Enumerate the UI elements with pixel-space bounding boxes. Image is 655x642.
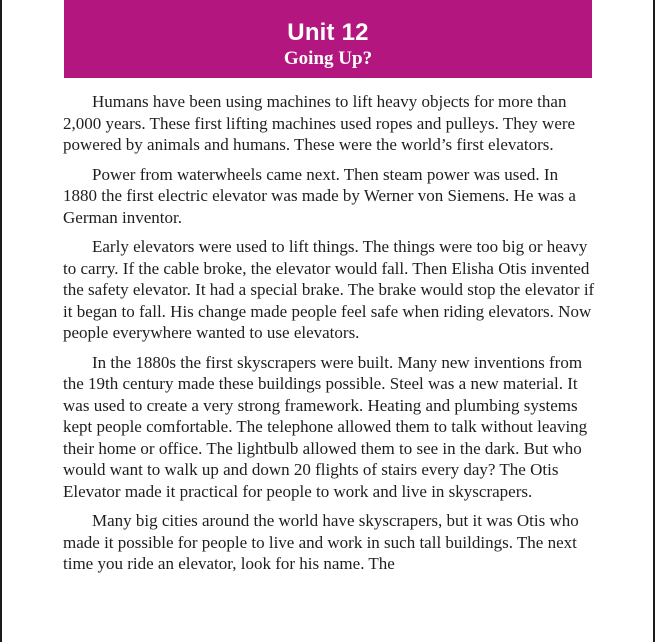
unit-title: Going Up? <box>283 48 373 69</box>
paragraph: Many big cities around the world have skyscrapers, but it was Otis who made it possible for people to live and work in such tall buildings. The next time you ride an elevator, look for his name. The <box>63 511 579 573</box>
frame-left-border <box>0 0 2 642</box>
paragraph: Humans have been using machines to lift heavy objects for more than 2,000 years. These first lifting machines used ropes and pulleys. They were powered by animals and humans. These were the world’s first elevators. <box>63 92 576 154</box>
article-body <box>63 91 595 575</box>
paragraph: Early elevators were used to lift things. The things were too big or heavy to carry. If the cable broke, the elevator would fall. Then Elisha Otis invented the safety elevator. It had a special brake. The brake would stop the elevator if it began to fall. His change made people feel safe when riding elevators. Now people everywhere wanted to use elevators. <box>63 237 595 342</box>
unit-number: Unit 12 <box>287 19 369 46</box>
paragraph: In the 1880s the first skyscrapers were built. Many new inventions from the 19th century made these buildings possible. Steel was a new material. It was used to create a very strong framework. Heating and plumbing systems kept people comfortable. The telephone allowed them to talk without leaving their home or office. The lightbulb allowed them to see in the dark. But who would want to walk up and down 20 flights of stairs every day? The Otis Elevator made it practical for people to work and live in skyscrapers. <box>63 352 588 501</box>
unit-header-banner <box>64 0 592 78</box>
paragraph: Power from waterwheels came next. Then steam power was used. In 1880 the first electric elevator was made by Werner von Siemens. He was a German inventor. <box>63 164 576 227</box>
